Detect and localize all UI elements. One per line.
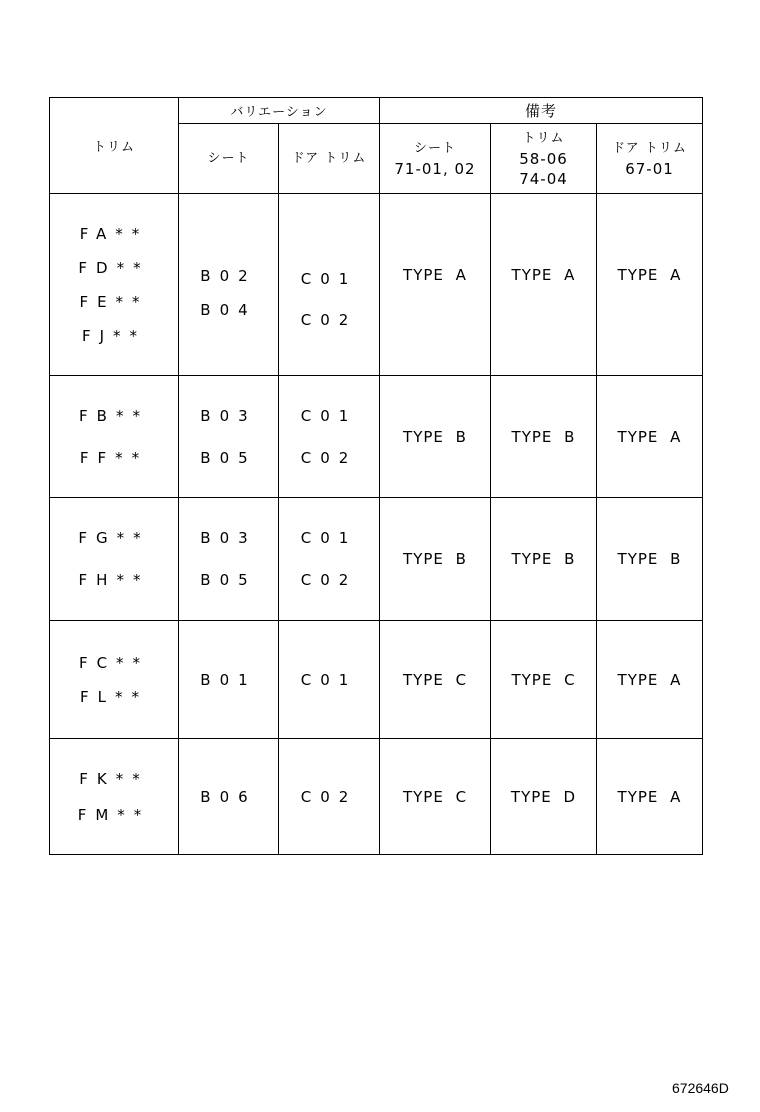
seat-cell: B02 B04 [179,194,279,376]
remark-door-cell: TYPE A [597,739,703,855]
seat-cell: B01 [179,621,279,739]
door-trim-cell: C01 C02 [279,498,380,621]
figure-id: 672646D [672,1080,729,1096]
header-remarks-door-trim: ドア トリム 67-01 [597,124,703,194]
seat-cell: B06 [179,739,279,855]
door-trim-cell: C02 [279,739,380,855]
header-remarks-trim: トリム 58-06 74-04 [491,124,597,194]
remark-door-cell: TYPE B [597,498,703,621]
door-trim-cell: C01 [279,621,380,739]
remark-trim-cell: TYPE B [491,376,597,498]
trim-cell: FB** FF** [50,376,179,498]
header-remarks: 備考 [380,98,703,124]
remark-door-cell: TYPE A [597,194,703,376]
door-trim-cell: C01 C02 [279,376,380,498]
header-variation-door-trim: ドア トリム [279,124,380,194]
table-row [50,194,703,376]
remark-trim-cell: TYPE D [491,739,597,855]
table-row [50,376,703,498]
remark-seat-cell: TYPE A [380,194,491,376]
trim-cell: FC** FL** [50,621,179,739]
remark-seat-cell: TYPE B [380,376,491,498]
seat-cell: B03 B05 [179,376,279,498]
header-variation-seat: シート [179,124,279,194]
remark-trim-cell: TYPE A [491,194,597,376]
header-trim: トリム [50,98,179,194]
remark-trim-cell: TYPE B [491,498,597,621]
table-row [50,498,703,621]
remark-seat-cell: TYPE B [380,498,491,621]
header-variation: バリエーション [179,98,380,124]
table-row [50,621,703,739]
remark-door-cell: TYPE A [597,376,703,498]
remark-trim-cell: TYPE C [491,621,597,739]
trim-cell: FK** FM** [50,739,179,855]
remark-door-cell: TYPE A [597,621,703,739]
remark-seat-cell: TYPE C [380,739,491,855]
trim-cell: FG** FH** [50,498,179,621]
trim-variation-table [49,97,703,855]
table-row [50,739,703,855]
remark-seat-cell: TYPE C [380,621,491,739]
header-remarks-seat: シート 71-01, 02 [380,124,491,194]
door-trim-cell: C01 C02 [279,194,380,376]
trim-cell: FA** FD** FE** FJ** [50,194,179,376]
header-row-1 [50,98,703,124]
seat-cell: B03 B05 [179,498,279,621]
